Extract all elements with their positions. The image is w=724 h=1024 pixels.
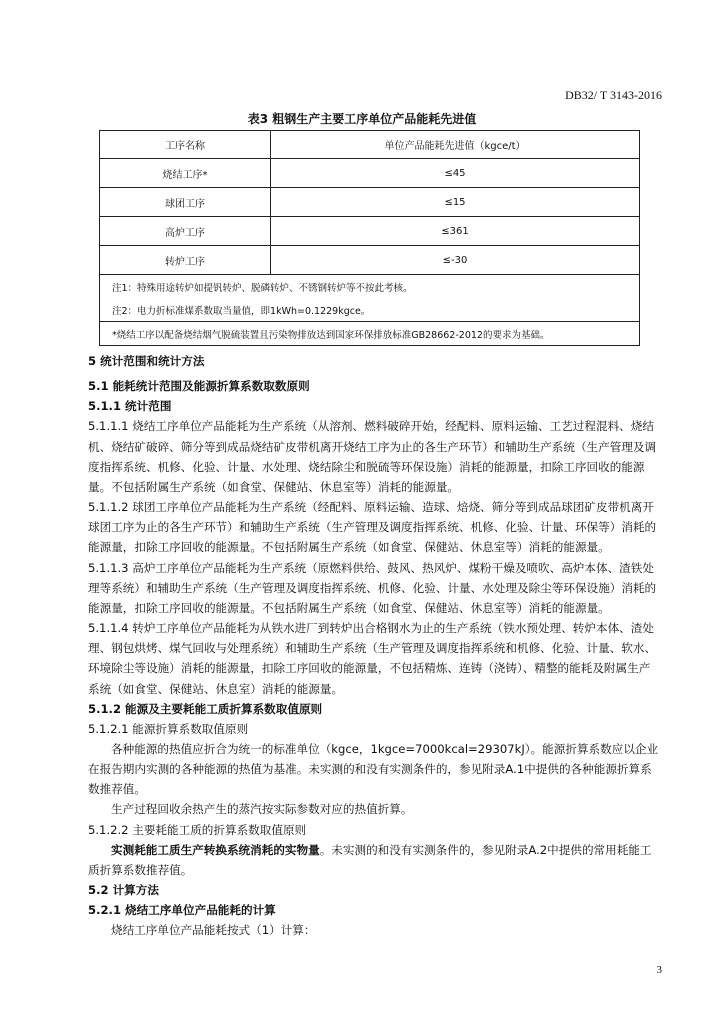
process-value-cell: ≤45 (271, 159, 640, 188)
table-row (100, 217, 640, 246)
subheading-5-1-2-2: 5.1.2.2 主要耗能工质的折算系数取值原则 (88, 822, 307, 837)
table-row (100, 246, 640, 275)
paragraph-5-1-2-2 (88, 840, 660, 880)
paragraph-5-1-1-2: 5.1.1.2 球团工序单位产品能耗为生产系统（经配料、原料运输、造球、焙烧、筛分等到成品球团矿皮带机离开球团工序为止的各生产环节）和辅助生产系统（生产管理及调度指挥系统、机修、化验、计量、环保等）消耗的能源量，扣除工序回收的能源量。不包括附属生产系统（如食堂、保健站、休息室等）消耗的能源量。 (88, 500, 657, 555)
table-note-2: 注2：电力折标准煤系数取当量值，即1kWh=0.1229kgce。 (100, 298, 640, 322)
process-value-cell: ≤15 (271, 188, 640, 217)
process-name-cell: 球团工序 (100, 188, 271, 217)
section-heading-5-2: 5.2 计算方法 (88, 883, 159, 898)
column-header-process: 工序名称 (100, 131, 271, 159)
paragraph-5-1-2-1-a: 各种能源的热值应折合为统一的标准单位（kgce，1kgce=7000kcal=29307kJ）。能源折算系数应以企业在报告期内实测的各种能源的热值为基准。未实测的和没有实测条件的，参见附录A.1中提供的各种能源折算系数推荐值。 (88, 741, 659, 797)
paragraph-5-1-2-1-b: 生产过程回收余热产生的蒸汽按实际参数对应的热值折算。 (111, 802, 413, 817)
section-heading-5-1-2: 5.1.2 能源及主要耗能工质折算系数取值原则 (88, 701, 323, 716)
page-number: 3 (656, 964, 662, 976)
paragraph-5-1-1-1: 5.1.1.1 烧结工序单位产品能耗为生产系统（从溶剂、燃料破碎开始，经配料、原料运输、工艺过程混料、烧结机、烧结矿破碎、筛分等到成品烧结矿皮带机离开烧结工序为止的各生产环节）和辅助生产系统（生产管理及调度指挥系统、机修、化验、计量、水处理、烧结除尘和脱硫等环保设施）消耗的能源量，扣除工序回收的能源量。不包括附属生产系统（如食堂、保健站、休息室等）消耗的能源量。 (88, 419, 657, 494)
paragraph-5-1-1-3: 5.1.1.3 高炉工序单位产品能耗为生产系统（原燃料供给、鼓风、热风炉、煤粉干燥及喷吹、高炉本体、渣铁处理等系统）和辅助生产系统（生产管理及调度指挥系统、机修、化验、计量、水处理及除尘等环保设施）消耗的能源量，扣除工序回收的能源量。不包括附属生产系统（如食堂、保健站、休息室等）消耗的能源量。 (88, 560, 657, 615)
section-heading-5-1: 5.1 能耗统计范围及能源折算系数取数原则 (88, 379, 310, 394)
process-value-cell: ≤-30 (271, 246, 640, 275)
table-title: 表3 粗钢生产主要工序单位产品能耗先进值 (247, 112, 477, 126)
table-note-row (100, 275, 640, 299)
section-heading-5-1-1: 5.1.1 统计范围 (88, 399, 172, 414)
process-name-cell: 转炉工序 (100, 246, 271, 275)
paragraph-5-1-1-4: 5.1.1.4 转炉工序单位产品能耗为从铁水进厂到转炉出合格钢水为止的生产系统（铁水预处理、转炉本体、渣处理、钢包烘烤、煤气回收与处理系统）和辅助生产系统（生产管理及调度指挥系统和机修、化验、计量、软水、环境除尘等设施）消耗的能源量，扣除工序回收的能源量，不包括精炼、连铸（浇铸）、精整的能耗及附属生产系统（如食堂、保健站、休息室）消耗的能源量。 (88, 621, 657, 696)
table-note-row (100, 322, 640, 346)
table-note-3: *烧结工序以配备烧结烟气脱硫装置且污染物排放达到国家环保排放标准GB28662-2012的要求为基础。 (100, 322, 640, 346)
standard-code: DB32/ T 3143-2016 (565, 88, 662, 102)
process-name-cell: 烧结工序* (100, 159, 271, 188)
process-value-cell: ≤361 (271, 217, 640, 246)
document-body (88, 346, 660, 941)
paragraph-5-1-2-2-rest: 。未实测的和没有实测条件的，参见附录A.2中提供的常用耗能工质折算系数推荐值。 (88, 842, 652, 877)
process-name-cell: 高炉工序 (100, 217, 271, 246)
paragraph-5-2-1: 烧结工序单位产品能耗按式（1）计算： (111, 923, 316, 938)
energy-consumption-table (99, 130, 640, 346)
paragraph-5-1-2-2-bold: 实测耗能工质生产转换系统消耗的实物量 (111, 842, 320, 857)
section-heading-5: 5 统计范围和统计方法 (88, 354, 205, 368)
subheading-5-1-2-1: 5.1.2.1 能源折算系数取值原则 (88, 721, 249, 736)
section-heading-5-2-1: 5.2.1 烧结工序单位产品能耗的计算 (88, 903, 276, 918)
table-note-row (100, 298, 640, 322)
table-header-row (100, 131, 640, 159)
table-row (100, 159, 640, 188)
table-note-1: 注1：特殊用途转炉如提钒转炉、脱磷转炉、不锈钢转炉等不按此考核。 (100, 275, 640, 299)
column-header-value: 单位产品能耗先进值（kgce/t） (271, 131, 640, 159)
table-row (100, 188, 640, 217)
